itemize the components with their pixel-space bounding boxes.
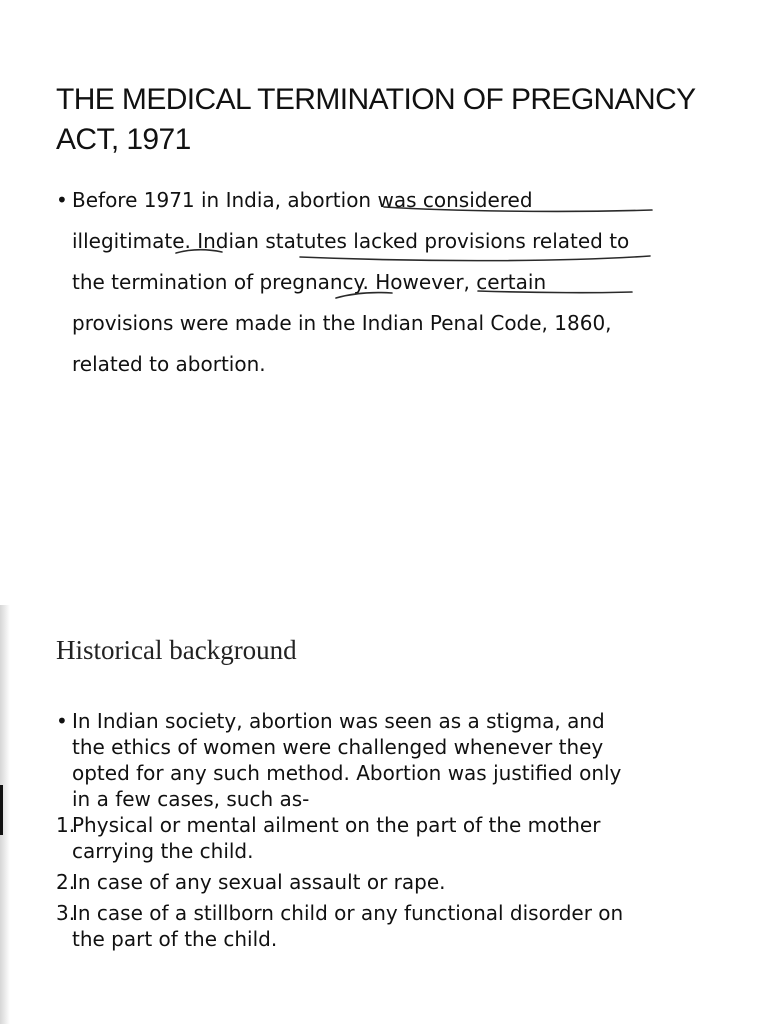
list-number: 3.: [56, 901, 76, 925]
bullet-line-3: the termination of pregnancy. However, certain: [72, 270, 547, 294]
bullet-dot: •: [56, 709, 68, 733]
list-item-text: In case of any sexual assault or rape.: [72, 870, 446, 894]
intro-line-1: In Indian society, abortion was seen as a stigma, and: [72, 709, 605, 733]
list-number: 2.: [56, 870, 76, 894]
intro-line-2: the ethics of women were challenged whenever they: [72, 735, 604, 759]
bullet-dot: •: [56, 188, 68, 212]
list-item-text: In case of a stillborn child or any functional disorder on: [72, 901, 624, 925]
list-item-3: [56, 900, 736, 952]
list-item-2: [56, 869, 736, 895]
list-item-1: [56, 812, 736, 864]
bullet-line-2: illegitimate. Indian statutes lacked provisions related to: [72, 229, 630, 253]
slide-title: [56, 80, 746, 160]
slide-2: [0, 605, 768, 1024]
section-heading: Historical background: [56, 635, 297, 665]
list-item-text: the part of the child.: [72, 927, 278, 951]
bullet-line-4: provisions were made in the Indian Penal Code, 1860,: [72, 311, 612, 335]
intro-line-4: in a few cases, such as-: [72, 787, 310, 811]
slide-2-body: [56, 708, 736, 952]
page-edge-mark: [0, 785, 3, 835]
list-number: 1.: [56, 813, 76, 837]
bullet-line-1: Before 1971 in India, abortion was considered: [72, 188, 533, 212]
bullet-paragraph: [56, 180, 736, 385]
intro-bullet: [56, 708, 736, 812]
list-item-text: Physical or mental ailment on the part of the mother: [72, 813, 601, 837]
intro-line-3: opted for any such method. Abortion was justified only: [72, 761, 622, 785]
bullet-line-5: related to abortion.: [72, 352, 266, 376]
title-line-2: ACT, 1971: [56, 123, 191, 156]
title-line-1: THE MEDICAL TERMINATION OF PREGNANCY: [56, 83, 696, 116]
list-item-text: carrying the child.: [72, 839, 254, 863]
